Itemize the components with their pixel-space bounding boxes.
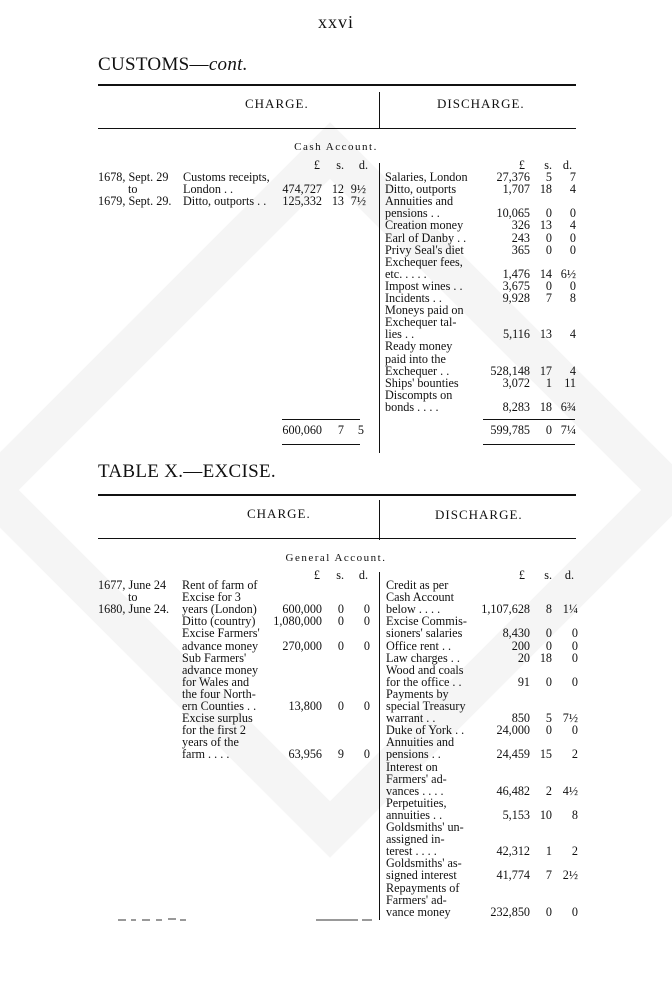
charge-shillings: 9 (337, 747, 344, 762)
discharge-pounds: 41,774 (496, 868, 530, 883)
customs-discharge-shilling-heading: s. (544, 158, 552, 172)
excise-discharge-pound-heading: £ (518, 568, 525, 582)
discharge-item-text: Creation money (385, 218, 464, 233)
discharge-item-text: vance money (386, 904, 451, 919)
discharge-pounds: 326 (511, 218, 530, 233)
excise-account-title: General Account. (285, 552, 387, 564)
charge-item-text: advance money (182, 638, 259, 653)
discharge-item-text: Exchequer tal- (385, 315, 457, 330)
discharge-item-text: Duke of York . . (386, 723, 465, 738)
discharge-pence: 7 (569, 170, 576, 184)
discharge-pence: 4½ (562, 783, 578, 798)
discharge-item-text: pensions . . (386, 747, 441, 762)
discharge-pence: 0 (571, 723, 578, 738)
discharge-pounds: 3,675 (502, 278, 530, 293)
discharge-shillings: 13 (539, 327, 552, 342)
charge-item-text: farm . . . . (182, 747, 230, 762)
discharge-shillings: 0 (545, 206, 552, 221)
discharge-pounds: 91 (517, 674, 530, 689)
discharge-item-text: Annuities and (386, 735, 455, 750)
customs-charge-pence-heading: d. (358, 158, 368, 172)
customs-discharge-pound-heading: £ (518, 158, 525, 172)
discharge-item-text: Farmers' ad- (386, 892, 447, 907)
charge-date: 1680, June 24. (98, 602, 170, 617)
customs-discharge-header: DISCHARGE. (437, 96, 525, 111)
charge-item-text: for Wales and (182, 674, 250, 689)
bottom-center-fragment (316, 916, 376, 924)
discharge-shillings: 5 (545, 711, 552, 726)
customs-charge-header: CHARGE. (245, 96, 309, 111)
discharge-item-text: Credit as per (386, 578, 449, 592)
customs-section-title (98, 54, 248, 76)
discharge-item-text: sioners' salaries (386, 626, 463, 641)
discharge-shillings: 1 (545, 375, 552, 390)
discharge-item-text: Perpetuities, (386, 795, 447, 810)
charge-pounds: 600,000 (282, 602, 322, 617)
charge-shillings: 12 (331, 182, 344, 197)
charge-item-text: Ditto (country) (182, 614, 256, 629)
charge-item-text: for the first 2 (182, 723, 246, 738)
discharge-item-text: Exchequer fees, (385, 254, 463, 269)
discharge-pence: 6¾ (560, 399, 576, 414)
discharge-shillings: 18 (539, 182, 552, 197)
discharge-item-text: Law charges . . (386, 650, 460, 665)
charge-pence: 0 (363, 602, 370, 617)
discharge-item-text: Earl of Danby . . (385, 230, 467, 245)
discharge-pounds: 365 (511, 242, 530, 257)
discharge-shillings: 7 (545, 868, 552, 883)
charge-shillings: 0 (337, 699, 344, 713)
discharge-pence: 0 (569, 206, 576, 221)
charge-shillings: 0 (337, 602, 344, 617)
discharge-item-text: bonds . . . . (385, 399, 439, 414)
customs-discharge-pence-heading: d. (562, 158, 572, 172)
discharge-pence: 2 (571, 844, 578, 859)
discharge-pence: 0 (569, 278, 576, 293)
discharge-item-text: Annuities and (385, 194, 454, 209)
discharge-item-text: special Treasury (386, 699, 466, 713)
excise-header-divider (379, 500, 380, 540)
discharge-shillings: 15 (539, 747, 552, 762)
charge-pence: 7½ (350, 194, 366, 209)
charge-pence: 0 (363, 747, 370, 762)
customs-column-divider (379, 163, 380, 453)
discharge-item-text: Interest on (386, 759, 438, 774)
customs-charge-total-rule-top (282, 419, 360, 420)
charge-date: 1679, Sept. 29. (98, 194, 172, 209)
discharge-shillings: 0 (545, 242, 552, 257)
excise-column-divider (379, 572, 380, 920)
charge-shillings: 0 (337, 614, 344, 629)
excise-charge-pence-heading: d. (358, 568, 368, 582)
discharge-item-text: vances . . . . (386, 783, 444, 798)
excise-section-title: TABLE X.—EXCISE. (98, 461, 276, 482)
charge-pounds: 1,080,000 (273, 614, 322, 629)
discharge-shillings: 1 (545, 844, 552, 859)
discharge-pence: 4 (569, 182, 576, 197)
page-number: xxvi (317, 12, 354, 32)
discharge-item-text: Office rent . . (386, 638, 452, 653)
excise-charge-shilling-heading: s. (336, 568, 344, 582)
customs-discharge-total-pence: 7¼ (560, 423, 576, 437)
discharge-item-text: pensions . . (385, 206, 440, 221)
discharge-item-text: signed interest (386, 868, 457, 883)
customs-title-main: CUSTOMS— (98, 54, 209, 75)
charge-pence: 0 (363, 699, 370, 713)
discharge-pounds: 232,850 (490, 904, 530, 919)
discharge-pounds: 1,707 (502, 182, 530, 197)
customs-account-title: Cash Account. (294, 141, 378, 153)
discharge-pounds: 3,072 (502, 375, 530, 390)
discharge-pounds: 8,430 (502, 626, 530, 641)
discharge-item-text: Wood and coals (386, 662, 464, 677)
discharge-pounds: 10,065 (496, 206, 530, 221)
discharge-pounds: 5,153 (502, 807, 530, 822)
customs-charge-total-pounds: 600,060 (282, 423, 322, 437)
discharge-pence: 0 (571, 626, 578, 641)
excise-discharge-header: DISCHARGE. (435, 507, 523, 522)
discharge-pounds: 8,283 (502, 399, 530, 414)
excise-top-rule (98, 494, 576, 496)
discharge-item-text: Repayments of (386, 880, 460, 895)
discharge-item-text: Incidents . . (385, 291, 442, 305)
discharge-pounds: 850 (511, 711, 530, 726)
charge-item-text: advance money (182, 662, 259, 677)
charge-shillings: 13 (331, 194, 344, 209)
discharge-pence: 0 (571, 674, 578, 689)
discharge-item-text: Goldsmiths' as- (386, 856, 462, 871)
charge-pounds: 63,956 (288, 747, 322, 762)
customs-header-rule (98, 128, 576, 129)
charge-pounds: 125,332 (282, 194, 322, 209)
charge-item-text: Sub Farmers' (182, 650, 247, 665)
charge-item-text: Rent of farm of (182, 578, 258, 592)
discharge-item-text: Ships' bounties (385, 375, 459, 390)
discharge-pounds: 20 (517, 650, 530, 665)
charge-pounds: 13,800 (288, 699, 322, 713)
discharge-pence: 0 (571, 904, 578, 919)
discharge-pounds: 24,459 (496, 747, 530, 762)
customs-header-divider (379, 92, 380, 128)
charge-item-text: years (London) (182, 602, 257, 617)
discharge-shillings: 18 (539, 650, 552, 665)
discharge-shillings: 0 (545, 278, 552, 293)
discharge-item-text: Goldsmiths' un- (386, 820, 464, 834)
discharge-pounds: 42,312 (496, 844, 530, 859)
discharge-pence: 4 (569, 327, 576, 342)
discharge-pence: 0 (569, 230, 576, 245)
charge-item-text: Excise for 3 (182, 590, 241, 605)
customs-discharge-total-shillings: 0 (545, 423, 552, 437)
customs-top-rule (98, 84, 576, 86)
discharge-item-text: Excise Commis- (386, 614, 467, 629)
discharge-pounds: 24,000 (496, 723, 530, 738)
excise-discharge-shilling-heading: s. (544, 568, 552, 582)
discharge-pounds: 27,376 (496, 170, 530, 184)
discharge-item-text: paid into the (385, 351, 446, 366)
discharge-pounds: 1,107,628 (481, 602, 530, 617)
customs-charge-shilling-heading: s. (336, 158, 344, 172)
customs-title-cont: cont. (208, 54, 248, 75)
discharge-item-text: terest . . . . (386, 844, 437, 859)
discharge-item-text: for the office . . (386, 674, 462, 689)
discharge-shillings: 0 (545, 626, 552, 641)
discharge-shillings: 0 (545, 674, 552, 689)
discharge-shillings: 5 (545, 170, 552, 184)
discharge-item-text: etc. . . . . (385, 266, 427, 281)
discharge-pence: 8 (571, 807, 578, 822)
discharge-pence: 11 (564, 375, 576, 390)
discharge-item-text: assigned in- (386, 832, 445, 847)
discharge-shillings: 0 (545, 723, 552, 738)
discharge-pence: 4 (569, 363, 576, 378)
discharge-shillings: 0 (545, 638, 552, 653)
discharge-pence: 0 (569, 242, 576, 257)
discharge-pence: 0 (571, 638, 578, 653)
customs-charge-total-pence: 5 (357, 423, 364, 437)
customs-charge-total-rule-bottom (282, 444, 360, 445)
discharge-item-text: Exchequer . . (385, 363, 450, 378)
discharge-item-text: Cash Account (386, 590, 455, 605)
excise-charge-pound-heading: £ (313, 568, 320, 582)
discharge-item-text: below . . . . (386, 602, 441, 617)
discharge-pounds: 200 (511, 638, 530, 653)
discharge-pence: 2 (571, 747, 578, 762)
charge-item-text: ern Counties . . (182, 699, 257, 713)
discharge-pence: 0 (571, 650, 578, 665)
discharge-pence: 1¼ (562, 602, 578, 617)
charge-pence: 9½ (350, 182, 366, 197)
discharge-item-text: Moneys paid on (385, 303, 464, 318)
charge-pence: 0 (363, 614, 370, 629)
charge-date: 1677, June 24 (98, 578, 167, 592)
discharge-shillings: 0 (545, 904, 552, 919)
discharge-shillings: 8 (545, 602, 552, 617)
discharge-item-text: lies . . (385, 327, 415, 342)
discharge-shillings: 13 (539, 218, 552, 233)
discharge-item-text: Farmers' ad- (386, 771, 447, 786)
customs-charge-total-shillings: 7 (337, 423, 344, 437)
discharge-item-text: annuities . . (386, 807, 443, 822)
discharge-item-text: Impost wines . . (385, 278, 463, 293)
bottom-left-fragment (118, 916, 188, 924)
discharge-pence: 6½ (560, 266, 576, 281)
discharge-item-text: warrant . . (386, 711, 436, 726)
discharge-shillings: 14 (539, 266, 552, 281)
discharge-pounds: 243 (511, 230, 530, 245)
discharge-pence: 7½ (562, 711, 578, 726)
discharge-shillings: 17 (539, 363, 552, 378)
discharge-shillings: 10 (539, 807, 552, 822)
charge-date: to (128, 590, 138, 605)
discharge-item-text: Privy Seal's diet (385, 242, 464, 257)
discharge-pence: 8 (569, 291, 576, 305)
excise-header-rule (98, 538, 576, 539)
discharge-item-text: Discompts on (385, 387, 453, 402)
customs-discharge-total-rule-bottom (483, 444, 575, 445)
charge-pence: 0 (363, 638, 370, 653)
charge-item-text: London . . (183, 182, 234, 197)
discharge-pounds: 9,928 (502, 291, 530, 305)
charge-date: 1678, Sept. 29 (98, 170, 169, 184)
customs-discharge-total-rule-top (483, 419, 575, 420)
discharge-pounds: 528,148 (490, 363, 530, 378)
discharge-item-text: Ready money (385, 339, 453, 354)
excise-charge-header: CHARGE. (247, 506, 311, 521)
discharge-shillings: 7 (545, 291, 552, 305)
customs-discharge-total-pounds: 599,785 (490, 423, 530, 437)
charge-item-text: the four North- (182, 686, 256, 701)
discharge-shillings: 2 (545, 783, 552, 798)
discharge-pounds: 46,482 (496, 783, 530, 798)
charge-date: to (128, 182, 138, 197)
charge-item-text: years of the (182, 735, 239, 750)
charge-pounds: 474,727 (282, 182, 322, 197)
charge-item-text: Excise Farmers' (182, 626, 260, 641)
excise-discharge-pence-heading: d. (564, 568, 574, 582)
discharge-item-text: Ditto, outports (385, 182, 457, 197)
discharge-item-text: Payments by (386, 686, 449, 701)
discharge-pence: 4 (569, 218, 576, 233)
discharge-pence: 2½ (562, 868, 578, 883)
charge-item-text: Excise surplus (182, 711, 253, 726)
discharge-pounds: 1,476 (502, 266, 530, 281)
charge-shillings: 0 (337, 638, 344, 653)
discharge-shillings: 18 (539, 399, 552, 414)
charge-pounds: 270,000 (282, 638, 322, 653)
customs-charge-pound-heading: £ (313, 158, 320, 172)
discharge-shillings: 0 (545, 230, 552, 245)
charge-item-text: Customs receipts, (183, 170, 270, 184)
discharge-pounds: 5,116 (503, 327, 530, 342)
discharge-item-text: Salaries, London (385, 170, 468, 184)
charge-item-text: Ditto, outports . . (183, 194, 267, 209)
